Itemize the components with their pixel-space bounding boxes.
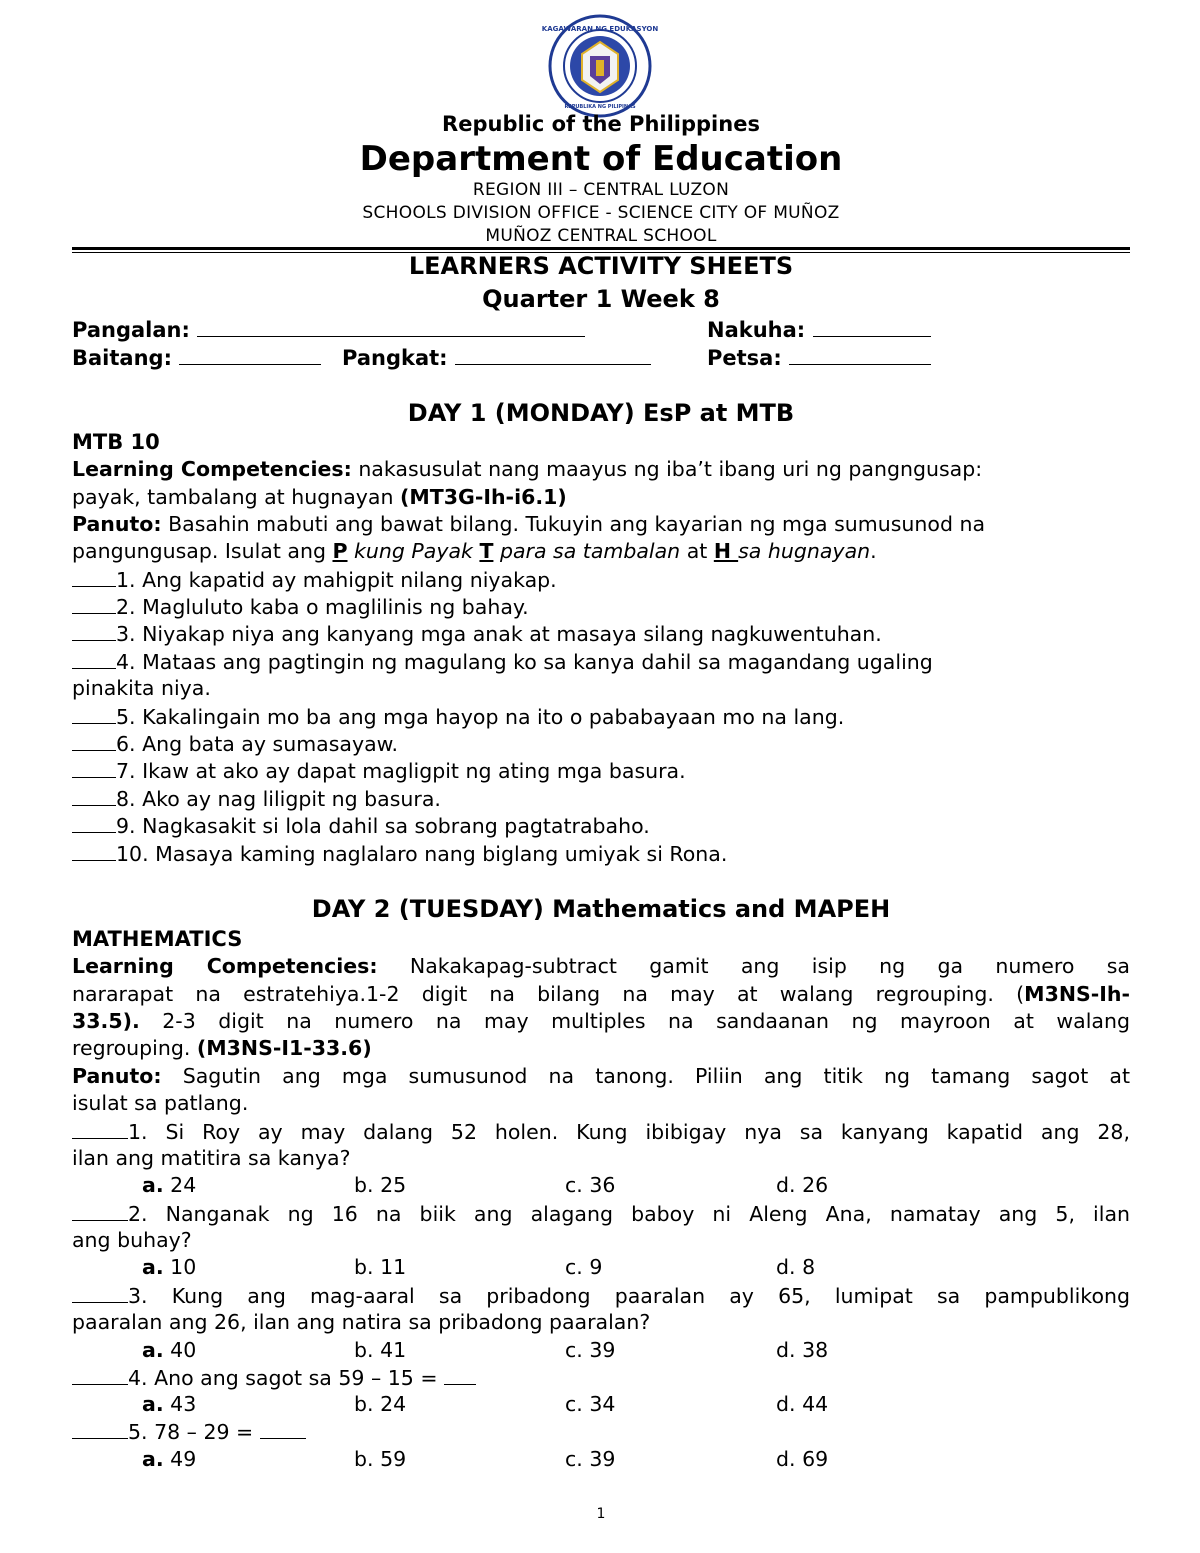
option-c[interactable] [565,1446,615,1473]
option-letter: a. [142,1255,164,1279]
letter-p: P [332,539,348,563]
option-value: 25 [380,1173,407,1197]
department-heading: Department of Education [359,139,843,179]
region-line: REGION III – CENTRAL LUZON [472,180,730,200]
item-text: 1. Ang kapatid ay mahigpit nilang niyakap. [116,568,557,592]
day1-instructions-line2 [72,538,1130,565]
answer-blank[interactable] [72,1418,128,1439]
list-item[interactable] [72,703,1130,731]
question-2[interactable] [72,1200,1130,1228]
option-letter: a. [142,1173,164,1197]
option-a[interactable] [142,1337,196,1364]
letter-h: H [713,539,739,563]
option-value: 49 [170,1447,197,1471]
question-2-continuation: ang buhay? [72,1228,192,1252]
answer-blank[interactable] [72,1364,128,1385]
instructions-text: . [870,539,877,563]
competency-text: nakasusulat nang maayus ng iba’t ibang uri ng pangngusap: [351,457,983,481]
option-letter: b. [354,1338,374,1362]
option-letter: b. [354,1392,374,1416]
answer-blank[interactable] [72,785,116,806]
score-blank[interactable] [813,316,931,337]
option-letter: a. [142,1338,164,1362]
answer-blank[interactable] [72,648,116,669]
quarter-week: Quarter 1 Week 8 [482,285,720,313]
option-b[interactable] [354,1337,406,1364]
item-text: 6. Ang bata ay sumasayaw. [116,732,399,756]
option-value: 26 [802,1173,829,1197]
instructions-text: at [680,539,714,563]
competency-label: Learning Competencies: [72,457,352,481]
section-blank[interactable] [455,344,651,365]
option-b[interactable] [354,1172,406,1199]
option-c[interactable] [565,1254,602,1281]
question-4[interactable] [72,1364,1130,1392]
answer-blank[interactable] [72,1200,128,1221]
list-item-continuation: pinakita niya. [72,676,211,700]
answer-blank[interactable] [72,593,116,614]
option-d[interactable] [776,1446,828,1473]
item-text: 4. Mataas ang pagtingin ng magulang ko sa kanya dahil sa magandang ugaling [116,650,933,674]
item-text: 10. Masaya kaming naglalaro nang biglang umiyak si Rona. [116,842,728,866]
option-value: 43 [170,1392,197,1416]
answer-blank[interactable] [72,812,116,833]
day2-competency-line3 [72,1008,1130,1035]
option-letter: a. [142,1392,164,1416]
section-field[interactable] [342,344,651,372]
competency-text: Nakakapag-subtract gamit ang isip ng ga numero sa [377,954,1130,978]
item-text: 5. Kakalingain mo ba ang mga hayop na ito o pababayaan mo na lang. [116,705,845,729]
page-number: 1 [596,1506,606,1522]
day2-instructions-line1 [72,1063,1130,1090]
deped-seal-logo [538,14,662,118]
option-d[interactable] [776,1337,828,1364]
item-text: 7. Ikaw at ako ay dapat magligpit ng ating mga basura. [116,759,686,783]
day1-instructions-line1 [72,511,1130,538]
option-value: 11 [380,1255,407,1279]
day2-instructions-line2: isulat sa patlang. [72,1091,249,1115]
competency-text: nararapat na estratehiya.1-2 digit na bilang na may at walang regrouping. ( [72,982,1025,1006]
option-letter: c. [565,1173,583,1197]
day1-competency-line2 [72,484,1130,511]
option-letter: d. [776,1392,796,1416]
item-text: 9. Nagkasakit si lola dahil sa sobrang pagtatrabaho. [116,814,650,838]
competency-code: (MT3G-Ih-i6.1) [399,485,567,509]
option-value: 39 [589,1338,616,1362]
day2-competency-line1 [72,953,1130,980]
question-3[interactable] [72,1282,1130,1310]
list-item[interactable] [72,840,1130,868]
instructions-text: Sagutin ang mga sumusunod na tanong. Piliin ang titik ng tamang sagot at [161,1064,1130,1088]
day2-competency-line4 [72,1035,1130,1062]
day2-subject: MATHEMATICS [72,927,243,951]
date-field[interactable] [707,344,931,372]
list-item[interactable] [72,812,1130,840]
option-value: 38 [802,1338,829,1362]
option-letter: a. [142,1447,164,1471]
option-value: 34 [589,1392,616,1416]
question-1[interactable] [72,1118,1130,1146]
option-b[interactable] [354,1391,406,1418]
grade-blank[interactable] [179,344,321,365]
seal-text-bottom: REPUBLIKA NG PILIPINAS [564,104,636,110]
option-a[interactable] [142,1172,196,1199]
option-d[interactable] [776,1391,828,1418]
item-text: 2. Magluluto kaba o maglilinis ng bahay. [116,595,529,619]
section-label: Pangkat: [342,346,448,370]
name-field[interactable] [72,316,585,344]
option-letter: c. [565,1338,583,1362]
competency-code: 33.5). [72,1009,140,1033]
letter-t: T [479,539,494,563]
sheet-title: LEARNERS ACTIVITY SHEETS [408,252,794,280]
option-d[interactable] [776,1254,815,1281]
competency-text: 2-3 digit na numero na may multiples na sandaanan ng mayroon at walang [139,1009,1130,1033]
option-value: 41 [380,1338,407,1362]
name-label: Pangalan: [72,318,190,342]
list-item[interactable] [72,648,1130,676]
option-a[interactable] [142,1391,196,1418]
option-a[interactable] [142,1254,196,1281]
option-d[interactable] [776,1172,828,1199]
day1-heading: DAY 1 (MONDAY) EsP at MTB [407,399,795,427]
competency-code: (M3NS-I1-33.6) [196,1036,372,1060]
instructions-label: Panuto: [72,512,162,536]
question-text: 4. Ano ang sagot sa 59 – 15 = [128,1366,445,1390]
question-1-continuation: ilan ang matitira sa kanya? [72,1146,351,1170]
option-value: 36 [589,1173,616,1197]
option-value: 8 [802,1255,816,1279]
instructions-text: Basahin mabuti ang bawat bilang. Tukuyin ang kayarian ng mga sumusunod na [161,512,986,536]
division-line: SCHOOLS DIVISION OFFICE - SCIENCE CITY OF MUÑOZ [362,203,840,223]
date-blank[interactable] [789,344,931,365]
instructions-label: Panuto: [72,1064,162,1088]
question-3-continuation: paaralan ang 26, ilan ang natira sa pribadong paaralan? [72,1310,651,1334]
day2-competency-line2 [72,981,1130,1008]
name-blank[interactable] [197,316,585,337]
option-letter: c. [565,1392,583,1416]
option-value: 69 [802,1447,829,1471]
option-letter: c. [565,1447,583,1471]
competency-label: Learning Competencies: [72,954,378,978]
option-b[interactable] [354,1446,406,1473]
grade-label: Baitang: [72,346,172,370]
answer-blank[interactable] [72,566,116,587]
option-value: 44 [802,1392,829,1416]
score-label: Nakuha: [707,318,806,342]
question-text: 1. Si Roy ay may dalang 52 holen. Kung ibibigay nya sa kanyang kapatid ang 28, [128,1120,1130,1144]
competency-text: payak, tambalang at hugnayan [72,485,400,509]
option-letter: d. [776,1447,796,1471]
instructions-text: pangungusap. Isulat ang [72,539,333,563]
option-value: 24 [170,1173,197,1197]
answer-blank[interactable] [72,1282,128,1303]
day1-subject: MTB 10 [72,430,160,454]
answer-blank[interactable] [72,840,116,861]
date-label: Petsa: [707,346,782,370]
answer-blank[interactable] [72,703,116,724]
question-text: 5. 78 – 29 = [128,1420,260,1444]
question-text: 2. Nanganak ng 16 na biik ang alagang baboy ni Aleng Ana, namatay ang 5, ilan [128,1202,1130,1226]
question-5[interactable] [72,1418,1130,1446]
option-b[interactable] [354,1254,406,1281]
answer-blank[interactable] [72,1118,128,1139]
option-letter: d. [776,1255,796,1279]
result-blank[interactable] [260,1418,306,1439]
option-letter: b. [354,1447,374,1471]
instructions-text: kung Payak [347,539,480,563]
seal-text-top: KAGAWARAN NG EDUKASYON [541,25,659,33]
option-value: 39 [589,1447,616,1471]
option-letter: b. [354,1173,374,1197]
grade-field[interactable] [72,344,321,372]
option-value: 59 [380,1447,407,1471]
item-text: 8. Ako ay nag liligpit ng basura. [116,787,441,811]
list-item[interactable] [72,566,1130,594]
option-letter: d. [776,1338,796,1362]
answer-blank[interactable] [72,730,116,751]
option-c[interactable] [565,1391,615,1418]
answer-blank[interactable] [72,620,116,641]
result-blank[interactable] [444,1364,476,1385]
competency-code: M3NS-Ih- [1024,982,1130,1006]
list-item[interactable] [72,730,1130,758]
option-value: 24 [380,1392,407,1416]
day2-heading: DAY 2 (TUESDAY) Mathematics and MAPEH [311,895,891,923]
option-c[interactable] [565,1337,615,1364]
score-field[interactable] [707,316,931,344]
answer-blank[interactable] [72,757,116,778]
option-letter: b. [354,1255,374,1279]
item-text: 3. Niyakap niya ang kanyang mga anak at masaya silang nagkuwentuhan. [116,622,882,646]
day1-competency-line1 [72,456,1130,483]
option-value: 40 [170,1338,197,1362]
instructions-text: sa hugnayan [738,539,871,563]
instructions-text: para sa tambalan [493,539,681,563]
list-item[interactable] [72,620,1130,648]
school-line: MUÑOZ CENTRAL SCHOOL [485,226,717,246]
option-c[interactable] [565,1172,615,1199]
option-a[interactable] [142,1446,196,1473]
option-value: 10 [170,1255,197,1279]
list-item[interactable] [72,757,1130,785]
list-item[interactable] [72,593,1130,621]
list-item[interactable] [72,785,1130,813]
option-value: 9 [589,1255,603,1279]
competency-text: regrouping. [72,1036,197,1060]
republic-heading: Republic of the Philippines [442,112,760,136]
option-letter: c. [565,1255,583,1279]
option-letter: d. [776,1173,796,1197]
question-text: 3. Kung ang mag-aaral sa pribadong paaralan ay 65, lumipat sa pampublikong [128,1284,1130,1308]
